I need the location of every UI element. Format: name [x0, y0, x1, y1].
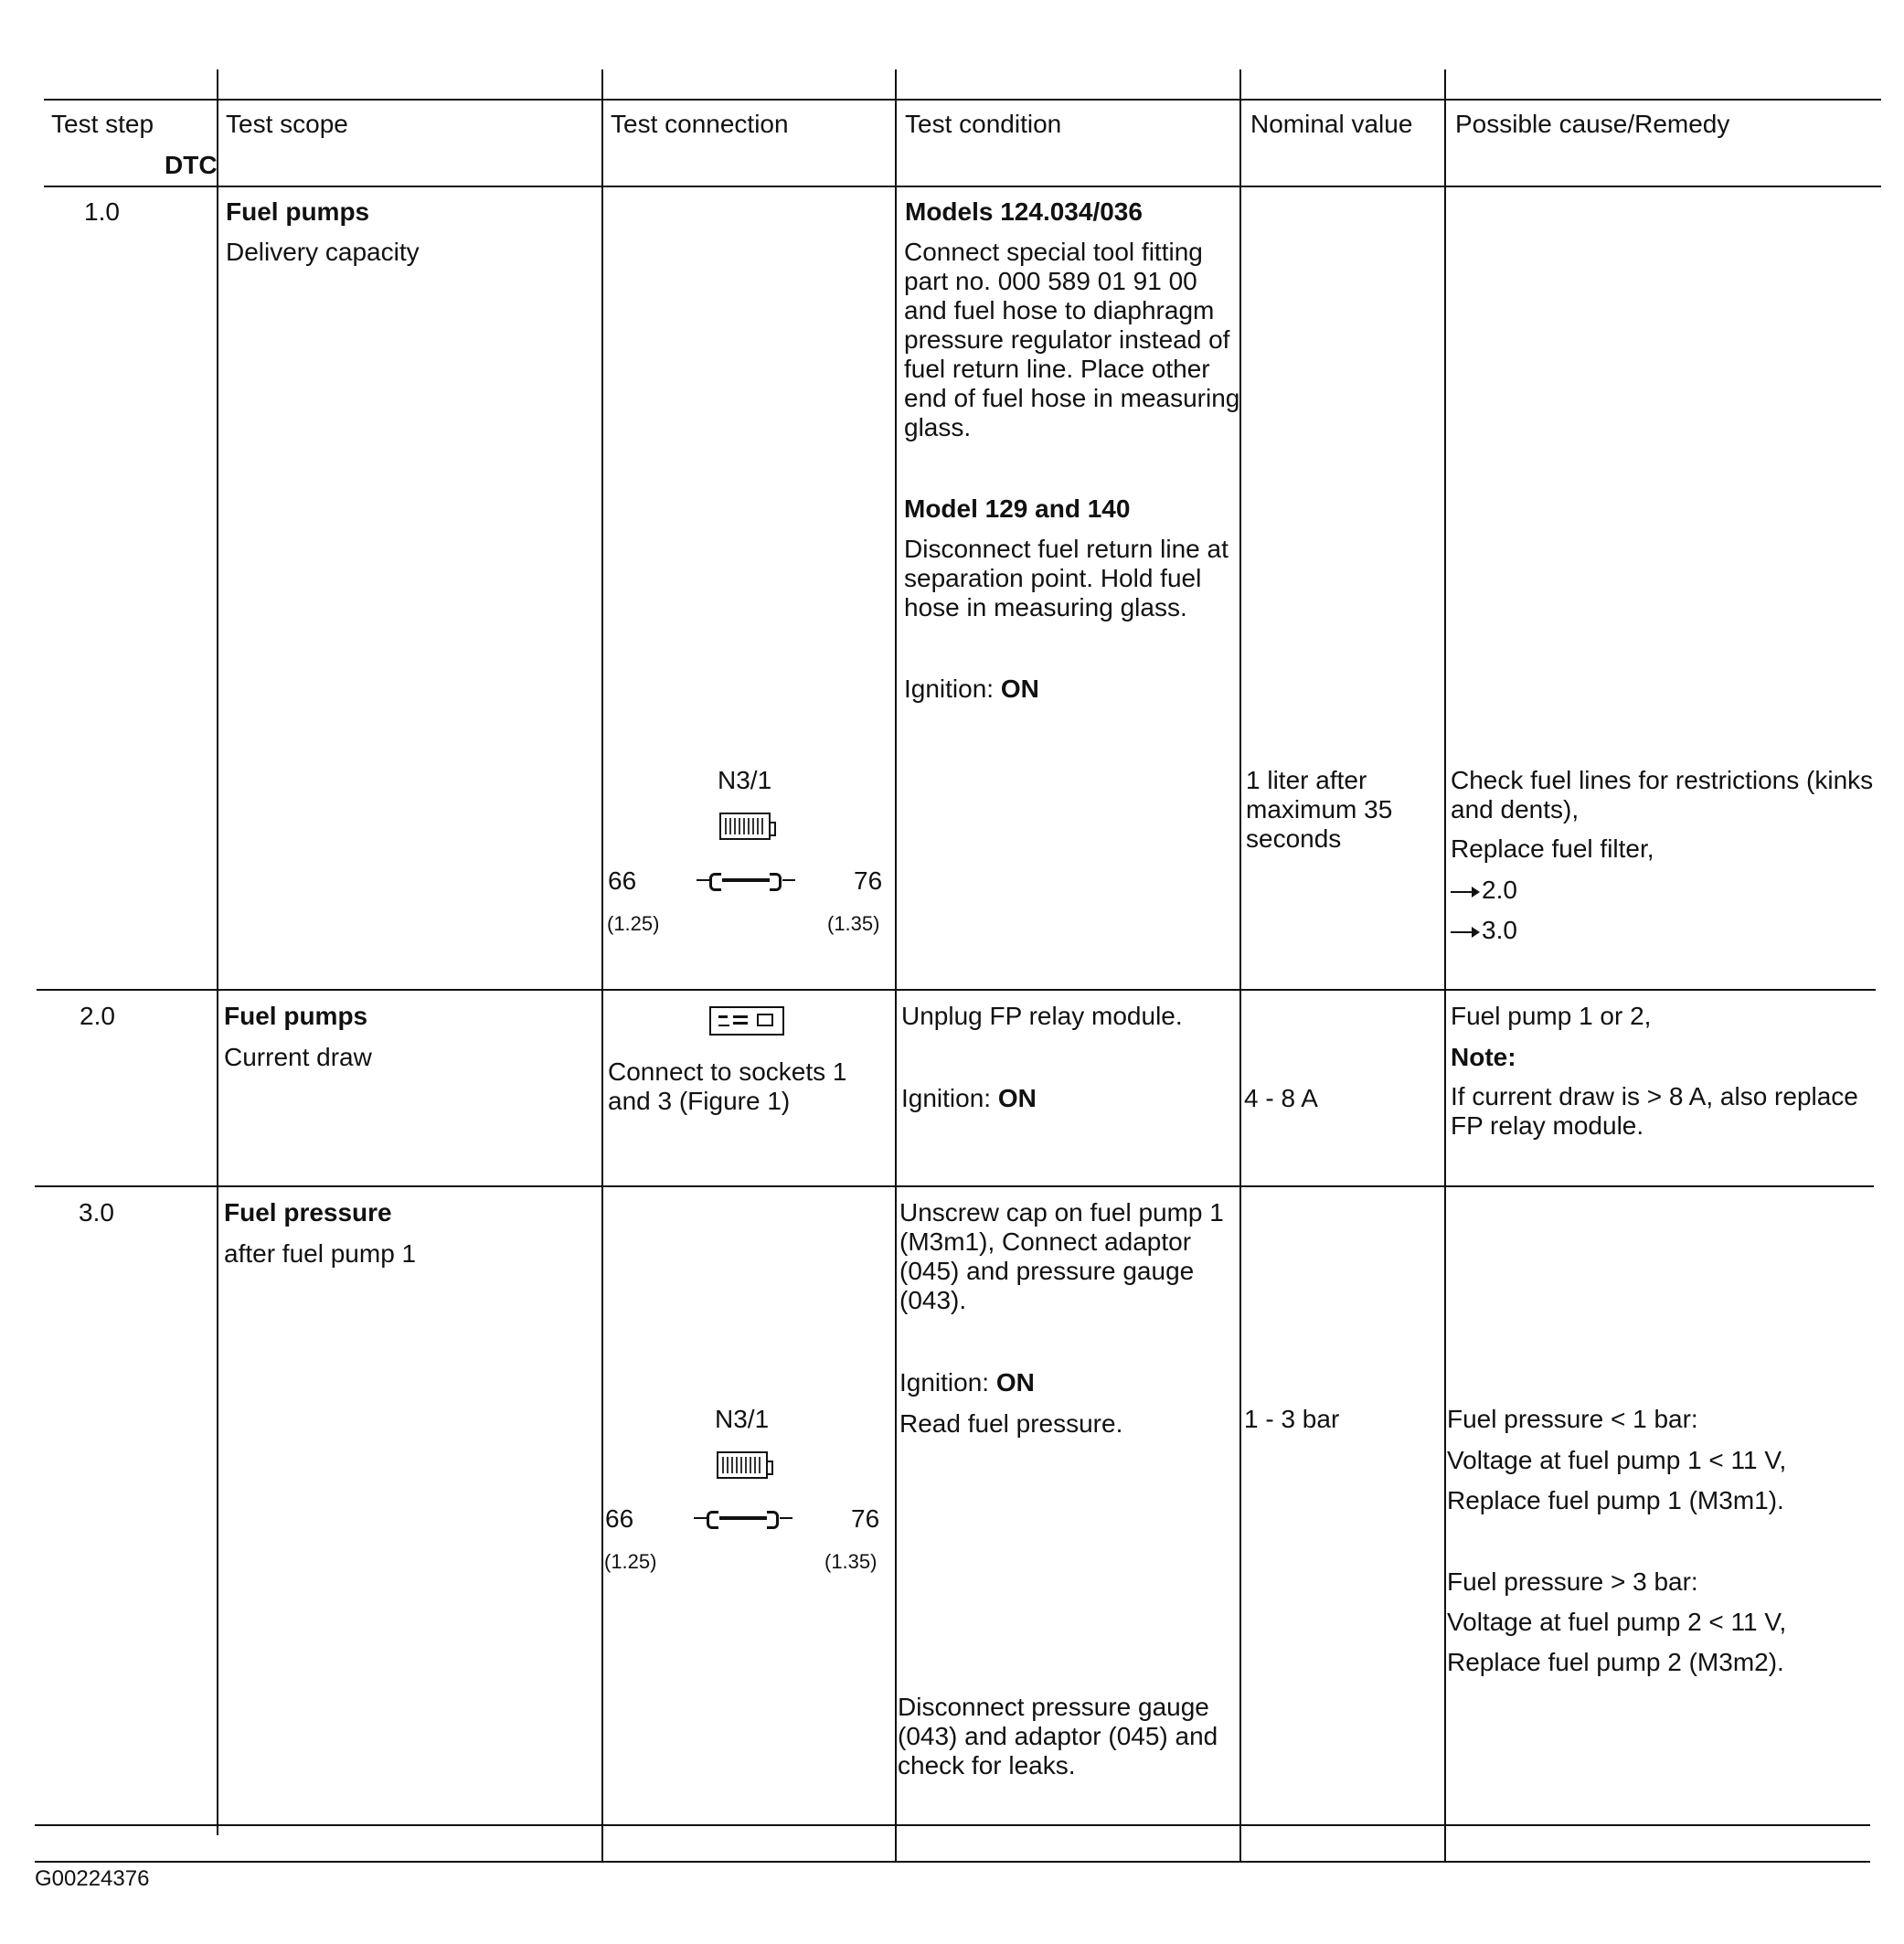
table-bottom-rule	[35, 1861, 1870, 1863]
row1-conn-module: N3/1	[718, 766, 772, 794]
connector-cable-icon	[694, 1509, 794, 1527]
row2-note-label: Note:	[1451, 1043, 1516, 1071]
row2-scope-title: Fuel pumps	[224, 1002, 368, 1030]
row3-ignition-value: ON	[995, 1368, 1035, 1397]
row3-condition-2: Read fuel pressure.	[899, 1409, 1123, 1438]
row1-conn-right-sub: (1.35)	[827, 912, 880, 935]
row1-conn-left: 66	[608, 866, 637, 895]
row2-nominal: 4 - 8 A	[1244, 1084, 1318, 1112]
connector-cable-icon	[697, 871, 797, 889]
row3-condition-para-1: Unscrew cap on fuel pump 1 (M3m1), Connect adaptor (045) and pressure gauge (043).	[899, 1198, 1224, 1314]
row1-scope-sub: Delivery capacity	[226, 238, 420, 266]
row3-condition-para-3: Disconnect pressure gauge (043) and adaptor (045) and check for leaks.	[898, 1693, 1218, 1779]
arrow-right-icon	[1451, 931, 1478, 933]
control-module-icon	[719, 813, 771, 840]
row1-goto-2-label: 2.0	[1482, 876, 1517, 904]
row2-step: 2.0	[80, 1002, 115, 1030]
col-divider-3	[895, 69, 897, 1863]
row3-conn-left: 66	[605, 1504, 634, 1533]
table-top-rule	[44, 99, 1881, 101]
col-divider-2	[601, 69, 603, 1863]
row1-nominal: 1 liter after maximum 35 seconds	[1246, 766, 1393, 853]
header-test-condition: Test condition	[905, 110, 1062, 138]
header-test-connection: Test connection	[611, 110, 789, 138]
row3-remedy-b1: Fuel pressure > 3 bar:	[1447, 1567, 1698, 1596]
figure-id: G00224376	[35, 1866, 150, 1891]
row1-condition-para-1: Connect special tool fitting part no. 000 589 01 91 00 and fuel hose to diaphragm pressure regulator instead of fuel return line. Place other end of fuel hose in measuring glass.	[904, 238, 1240, 441]
header-nominal-value: Nominal value	[1250, 110, 1413, 138]
arrow-right-icon	[1451, 891, 1478, 893]
row3-ignition-label: Ignition:	[899, 1368, 996, 1397]
row2-scope-sub: Current draw	[224, 1043, 372, 1071]
row2-ignition	[901, 1084, 1037, 1113]
row2-note-text: If current draw is > 8 A, also replace FP relay module.	[1451, 1082, 1858, 1140]
row1-condition-heading-2: Model 129 and 140	[904, 494, 1131, 523]
row2-remedy-1: Fuel pump 1 or 2,	[1451, 1002, 1652, 1030]
row3-remedy-a1: Fuel pressure < 1 bar:	[1447, 1405, 1698, 1433]
row3-remedy-a3: Replace fuel pump 1 (M3m1).	[1447, 1486, 1784, 1514]
row1-ignition	[904, 675, 1039, 704]
relay-module-icon	[709, 1006, 784, 1036]
row1-remedy-1: Check fuel lines for restrictions (kinks and dents),	[1451, 766, 1874, 823]
row1-condition-heading-1: Models 124.034/036	[905, 197, 1143, 226]
col-divider-1	[217, 69, 218, 1835]
header-bottom-rule	[44, 186, 1881, 187]
row1-ignition-label: Ignition:	[904, 675, 1001, 703]
row3-remedy-a2: Voltage at fuel pump 1 < 11 V,	[1447, 1446, 1787, 1474]
row3-bottom-rule	[35, 1824, 1870, 1826]
row1-remedy-2: Replace fuel filter,	[1451, 834, 1654, 863]
header-dtc: DTC	[165, 151, 218, 179]
row1-bottom-rule	[37, 989, 1876, 991]
row1-goto-3-label: 3.0	[1482, 916, 1517, 944]
row3-scope-sub: after fuel pump 1	[224, 1239, 417, 1268]
row1-scope-title: Fuel pumps	[226, 197, 370, 226]
row3-ignition	[899, 1368, 1035, 1397]
row1-goto-2	[1451, 876, 1517, 905]
row1-condition-para-2: Disconnect fuel return line at separation point. Hold fuel hose in measuring glass.	[904, 535, 1229, 621]
row3-nominal: 1 - 3 bar	[1244, 1405, 1340, 1433]
row3-scope-title: Fuel pressure	[224, 1198, 392, 1227]
row3-remedy-b2: Voltage at fuel pump 2 < 11 V,	[1447, 1608, 1787, 1636]
header-possible-cause: Possible cause/Remedy	[1455, 110, 1730, 138]
row1-step: 1.0	[84, 197, 120, 226]
row1-conn-left-sub: (1.25)	[607, 912, 660, 935]
row1-ignition-value: ON	[1000, 675, 1039, 703]
row2-bottom-rule	[35, 1185, 1874, 1187]
row2-condition-1: Unplug FP relay module.	[901, 1002, 1183, 1030]
row3-conn-module: N3/1	[715, 1405, 770, 1433]
row2-ignition-value: ON	[997, 1084, 1037, 1112]
control-module-icon	[717, 1451, 768, 1479]
row3-conn-left-sub: (1.25)	[604, 1550, 657, 1573]
row1-goto-3	[1451, 916, 1517, 945]
row3-step: 3.0	[79, 1198, 114, 1227]
row3-conn-right: 76	[851, 1504, 880, 1533]
row2-ignition-label: Ignition:	[901, 1084, 998, 1112]
row3-remedy-b3: Replace fuel pump 2 (M3m2).	[1447, 1648, 1784, 1676]
row2-conn-text: Connect to sockets 1 and 3 (Figure 1)	[608, 1057, 847, 1115]
header-test-scope: Test scope	[226, 110, 348, 138]
row1-conn-right: 76	[854, 866, 883, 895]
header-test-step: Test step	[51, 110, 154, 138]
row3-conn-right-sub: (1.35)	[824, 1550, 878, 1573]
col-divider-5	[1444, 69, 1446, 1863]
